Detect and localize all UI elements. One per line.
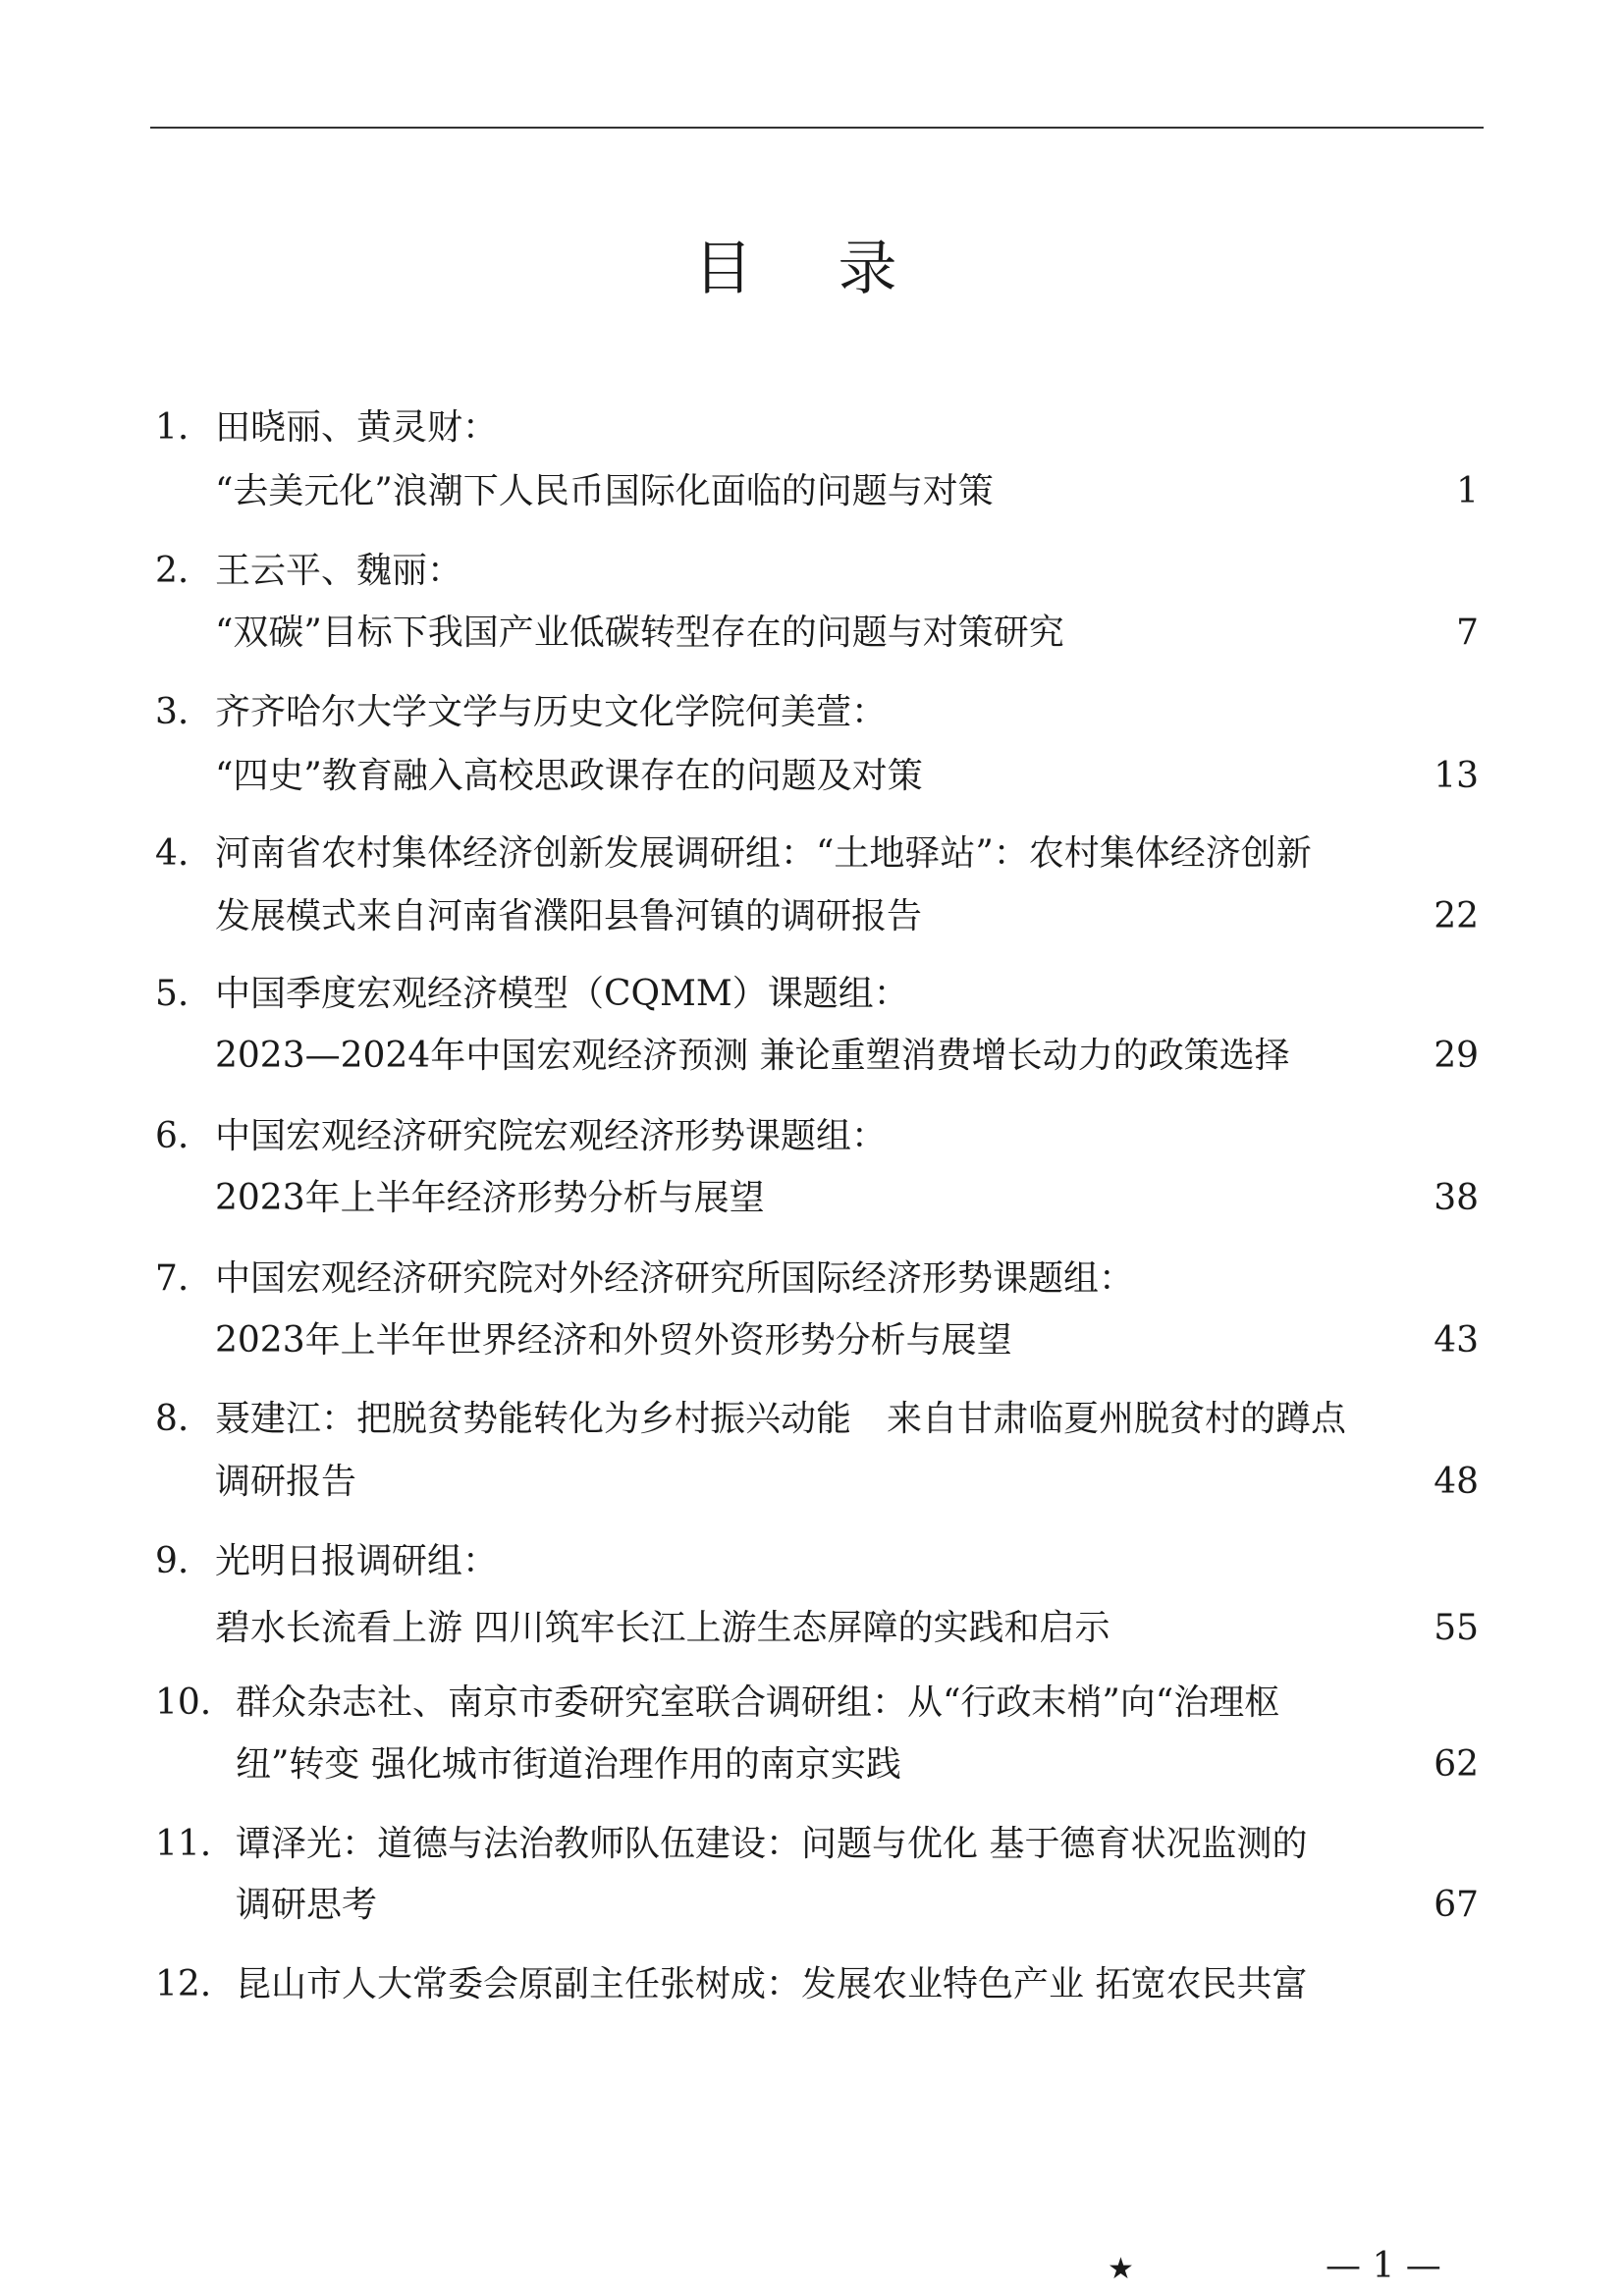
star-icon: ★ xyxy=(1108,2252,1134,2286)
toc-entry-title: 纽”转变 强化城市街道治理作用的南京实践 xyxy=(236,1744,901,1785)
toc-entry-page: 62 xyxy=(1434,1744,1479,1785)
toc-entry-title: “四史”教育融入高校思政课存在的问题及对策 xyxy=(215,756,923,796)
toc-entry-title: 2023—2024年中国宏观经济预测 兼论重塑消费增长动力的政策选择 xyxy=(215,1036,1290,1076)
toc-entry-number: 2. xyxy=(155,551,189,591)
toc-entry-author: 中国宏观经济研究院对外经济研究所国际经济形势课题组： xyxy=(215,1258,1135,1299)
page-title: 目 录 xyxy=(693,235,931,303)
toc-entry-author: 田晓丽、黄灵财： xyxy=(215,407,499,448)
toc-entry-page: 67 xyxy=(1434,1885,1479,1925)
toc-entry-author: 中国季度宏观经济模型（CQMM）课题组： xyxy=(215,974,909,1014)
toc-entry-page: 1 xyxy=(1456,471,1479,511)
toc-entry-subtitle-line xyxy=(0,1171,1624,1226)
toc-entry-author: 聂建江：把脱贫势能转化为乡村振兴动能 来自甘肃临夏州脱贫村的蹲点 xyxy=(215,1399,1347,1439)
toc-entry-title-line xyxy=(0,1534,1624,1589)
toc-entry-number: 3. xyxy=(155,692,189,732)
toc-entry-title-line xyxy=(0,1676,1624,1731)
toc-entry-page: 55 xyxy=(1434,1608,1479,1648)
toc-entry-title-line xyxy=(0,827,1624,881)
toc-entry-title-line xyxy=(0,1392,1624,1447)
toc-entry-author: 齐齐哈尔大学文学与历史文化学院何美萱： xyxy=(215,692,888,732)
toc-entry-title-line xyxy=(0,400,1624,455)
toc-entry-title: “去美元化”浪潮下人民币国际化面临的问题与对策 xyxy=(215,471,994,511)
toc-entry-author: 昆山市人大常委会原副主任张树成：发展农业特色产业 拓宽农民共富 xyxy=(236,1964,1308,2004)
toc-entry-title-line xyxy=(0,544,1624,599)
toc-entry-author: 河南省农村集体经济创新发展调研组：“土地驿站”：农村集体经济创新 xyxy=(215,833,1312,874)
toc-entry-page: 29 xyxy=(1434,1036,1479,1076)
toc-entry-title: 碧水长流看上游 四川筑牢长江上游生态屏障的实践和启示 xyxy=(215,1608,1110,1648)
toc-entry-subtitle-line xyxy=(0,1313,1624,1368)
toc-entry-title-line xyxy=(0,967,1624,1022)
toc-entry-author: 群众杂志社、南京市委研究室联合调研组：从“行政末梢”向“治理枢 xyxy=(236,1682,1280,1723)
toc-entry-number: 12. xyxy=(155,1964,212,2004)
toc-entry-page: 7 xyxy=(1456,613,1479,653)
toc-entry-page: 48 xyxy=(1434,1462,1479,1502)
toc-entry-title: 2023年上半年经济形势分析与展望 xyxy=(215,1178,765,1218)
toc-entry-title: 调研思考 xyxy=(236,1885,378,1925)
header-rule xyxy=(150,127,1484,129)
toc-entry-title-line xyxy=(0,685,1624,740)
toc-entry-number: 9. xyxy=(155,1541,189,1581)
toc-entry-number: 8. xyxy=(155,1399,189,1439)
toc-entry-subtitle-line xyxy=(0,889,1624,944)
toc-entry-number: 11. xyxy=(155,1824,212,1864)
toc-entry-title: 调研报告 xyxy=(215,1462,357,1502)
toc-entry-number: 1. xyxy=(155,407,189,448)
toc-entry-author: 王云平、魏丽： xyxy=(215,551,463,591)
toc-entry-subtitle-line xyxy=(0,1737,1624,1792)
toc-entry-subtitle-line xyxy=(0,1029,1624,1084)
toc-entry-title-line xyxy=(0,1957,1624,2012)
toc-entry-author: 中国宏观经济研究院宏观经济形势课题组： xyxy=(215,1116,888,1156)
toc-entry-subtitle-line xyxy=(0,464,1624,519)
toc-entry-title: 发展模式来自河南省濮阳县鲁河镇的调研报告 xyxy=(215,896,923,936)
toc-entry-author: 光明日报调研组： xyxy=(215,1541,499,1581)
toc-entry-page: 43 xyxy=(1434,1320,1479,1361)
toc-entry-title: 2023年上半年世界经济和外贸外资形势分析与展望 xyxy=(215,1320,1012,1361)
toc-entry-subtitle-line xyxy=(0,749,1624,804)
toc-entry-number: 5. xyxy=(155,974,189,1014)
toc-entry-subtitle-line xyxy=(0,1455,1624,1510)
toc-entry-subtitle-line xyxy=(0,1878,1624,1933)
page-number: — 1 — xyxy=(1326,2246,1441,2286)
toc-entry-title: “双碳”目标下我国产业低碳转型存在的问题与对策研究 xyxy=(215,613,1064,653)
toc-entry-number: 6. xyxy=(155,1116,189,1156)
toc-entry-page: 38 xyxy=(1434,1178,1479,1218)
toc-entry-title-line xyxy=(0,1109,1624,1164)
toc-entry-subtitle-line xyxy=(0,1601,1624,1656)
toc-entry-title-line xyxy=(0,1252,1624,1307)
toc-entry-title-line xyxy=(0,1817,1624,1872)
toc-entry-number: 7. xyxy=(155,1258,189,1299)
toc-entry-number: 4. xyxy=(155,833,189,874)
toc-entry-author: 谭泽光：道德与法治教师队伍建设：问题与优化 基于德育状况监测的 xyxy=(236,1824,1308,1864)
toc-entry-number: 10. xyxy=(155,1682,212,1723)
toc-entry-subtitle-line xyxy=(0,606,1624,661)
toc-entry-page: 22 xyxy=(1434,896,1479,936)
toc-entry-page: 13 xyxy=(1434,756,1479,796)
